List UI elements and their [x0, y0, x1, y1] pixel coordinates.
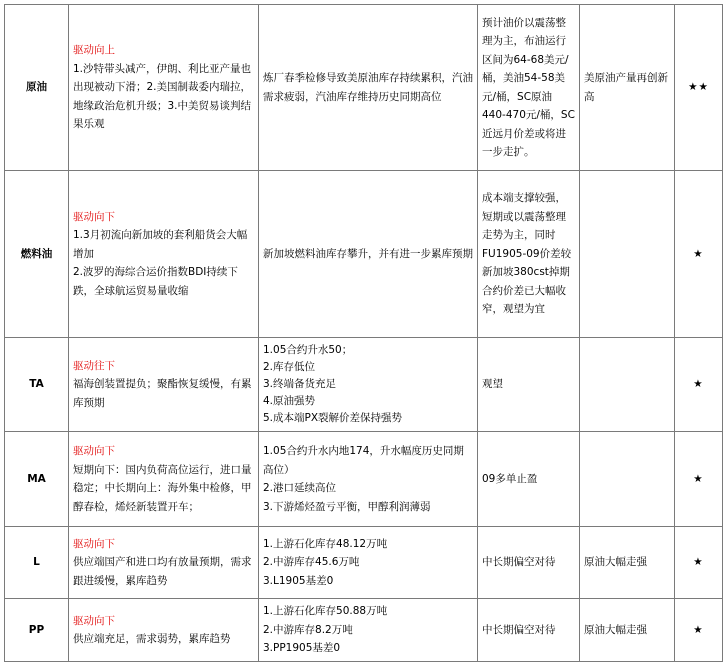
note-text: 美原油产量再创新高 — [584, 72, 668, 103]
commodity-name: L — [5, 527, 69, 599]
drive-text: 供应端充足，需求弱势，累库趋势 — [73, 633, 231, 645]
inventory-text: 2.中游库存45.6万吨 — [263, 556, 360, 569]
table-row — [5, 599, 723, 662]
drive-text: 供应端国产和进口均有放量预期，需求跟进缓慢，累库趋势 — [73, 556, 252, 587]
view-text: 观望 — [482, 378, 503, 391]
drive-direction: 驱动向下 — [73, 537, 115, 550]
note-cell — [580, 599, 675, 662]
rating-stars: ★ — [675, 527, 723, 599]
drive-cell — [69, 599, 259, 662]
inventory-text: 2.中游库存8.2万吨 — [263, 623, 353, 636]
note-cell — [580, 432, 675, 527]
inventory-cell — [259, 527, 478, 599]
table-row — [5, 171, 723, 338]
view-cell — [478, 338, 580, 432]
drive-cell — [69, 5, 259, 171]
inventory-text: 2.库存低位 — [263, 361, 316, 373]
drive-text: 1.3月初流向新加坡的套利船货会大幅增加 — [73, 229, 248, 260]
inventory-text: 1.上游石化库存50.88万吨 — [263, 605, 388, 618]
inventory-text: 新加坡燃料油库存攀升，并有进一步累库预期 — [263, 247, 473, 260]
drive-cell — [69, 527, 259, 599]
rating-stars: ★ — [675, 599, 723, 662]
view-cell — [478, 5, 580, 171]
note-cell — [580, 171, 675, 338]
inventory-text: 3.PP1905基差0 — [263, 642, 341, 655]
inventory-text: 1.上游石化库存48.12万吨 — [263, 537, 388, 550]
inventory-text: 3.L1905基差0 — [263, 574, 334, 587]
view-text: 中长期偏空对待 — [482, 556, 556, 569]
rating-stars: ★ — [675, 432, 723, 527]
commodity-name: TA — [5, 338, 69, 432]
inventory-cell — [259, 5, 478, 171]
drive-text: 福海创装置提负；聚酯恢复缓慢，有累库预期 — [73, 378, 252, 409]
rating-stars: ★ — [675, 171, 723, 338]
note-text: 原油大幅走强 — [584, 623, 647, 636]
view-text: 成本端支撑较强，短期或以震荡整理走势为主，同时FU1905-09价差较新加坡380cst掉期合约价差已大幅收窄，观望为宜 — [482, 192, 572, 316]
commodity-name: 燃料油 — [5, 171, 69, 338]
note-text: 原油大幅走强 — [584, 556, 647, 569]
drive-direction: 驱动向上 — [73, 44, 115, 57]
drive-cell — [69, 171, 259, 338]
table-row — [5, 338, 723, 432]
drive-cell — [69, 338, 259, 432]
inventory-text: 1.05合约升水50； — [263, 344, 353, 356]
table-row — [5, 5, 723, 171]
inventory-text: 5.成本端PX裂解价差保持强势 — [263, 412, 403, 424]
view-cell — [478, 171, 580, 338]
inventory-cell — [259, 599, 478, 662]
commodity-table — [4, 4, 723, 662]
note-cell — [580, 527, 675, 599]
inventory-text: 2.港口延续高位 — [263, 482, 337, 494]
view-cell — [478, 527, 580, 599]
rating-stars: ★★ — [675, 5, 723, 171]
drive-direction: 驱动向下 — [73, 614, 115, 627]
commodity-name: MA — [5, 432, 69, 527]
inventory-cell — [259, 171, 478, 338]
inventory-text: 4.原油强势 — [263, 395, 316, 407]
view-cell — [478, 432, 580, 527]
drive-text: 短期向下：国内负荷高位运行，进口量稳定；中长期向上：海外集中检修，甲醇春检，烯烃新装置开车； — [73, 463, 252, 513]
view-cell — [478, 599, 580, 662]
inventory-text: 3.下游烯烃盈亏平衡，甲醇利润薄弱 — [263, 500, 431, 513]
inventory-text: 炼厂春季检修导致美原油库存持续累积，汽油需求疲弱，汽油库存维持历史同期高位 — [263, 72, 473, 103]
drive-direction: 驱动向下 — [73, 210, 115, 223]
table-row — [5, 432, 723, 527]
note-cell — [580, 5, 675, 171]
drive-direction: 驱动往下 — [73, 359, 115, 372]
commodity-name: PP — [5, 599, 69, 662]
view-text: 中长期偏空对待 — [482, 623, 556, 636]
inventory-text: 1.05合约升水内地174，升水幅度历史同期高位） — [263, 445, 464, 476]
drive-direction: 驱动向下 — [73, 445, 115, 457]
commodity-name: 原油 — [5, 5, 69, 171]
note-cell — [580, 338, 675, 432]
drive-text: 2.波罗的海综合运价指数BDI持续下跌，全球航运贸易量收缩 — [73, 266, 238, 297]
inventory-text: 3.终端备货充足 — [263, 378, 337, 390]
table-row — [5, 527, 723, 599]
view-text: 预计油价以震荡整理为主，布油运行区间为64-68美元/桶，美油54-58美元/桶，SC原油440-470元/桶，SC近远月价差或将进一步走扩。 — [482, 16, 575, 158]
inventory-cell — [259, 432, 478, 527]
drive-cell — [69, 432, 259, 527]
drive-text: 1.沙特带头减产，伊朗、利比亚产量也出现被动下滑；2.美国制裁委内瑞拉，地缘政治危机升级；3.中美贸易谈判结果乐观 — [73, 62, 252, 131]
inventory-cell — [259, 338, 478, 432]
view-text: 09多单止盈 — [482, 472, 538, 485]
rating-stars: ★ — [675, 338, 723, 432]
